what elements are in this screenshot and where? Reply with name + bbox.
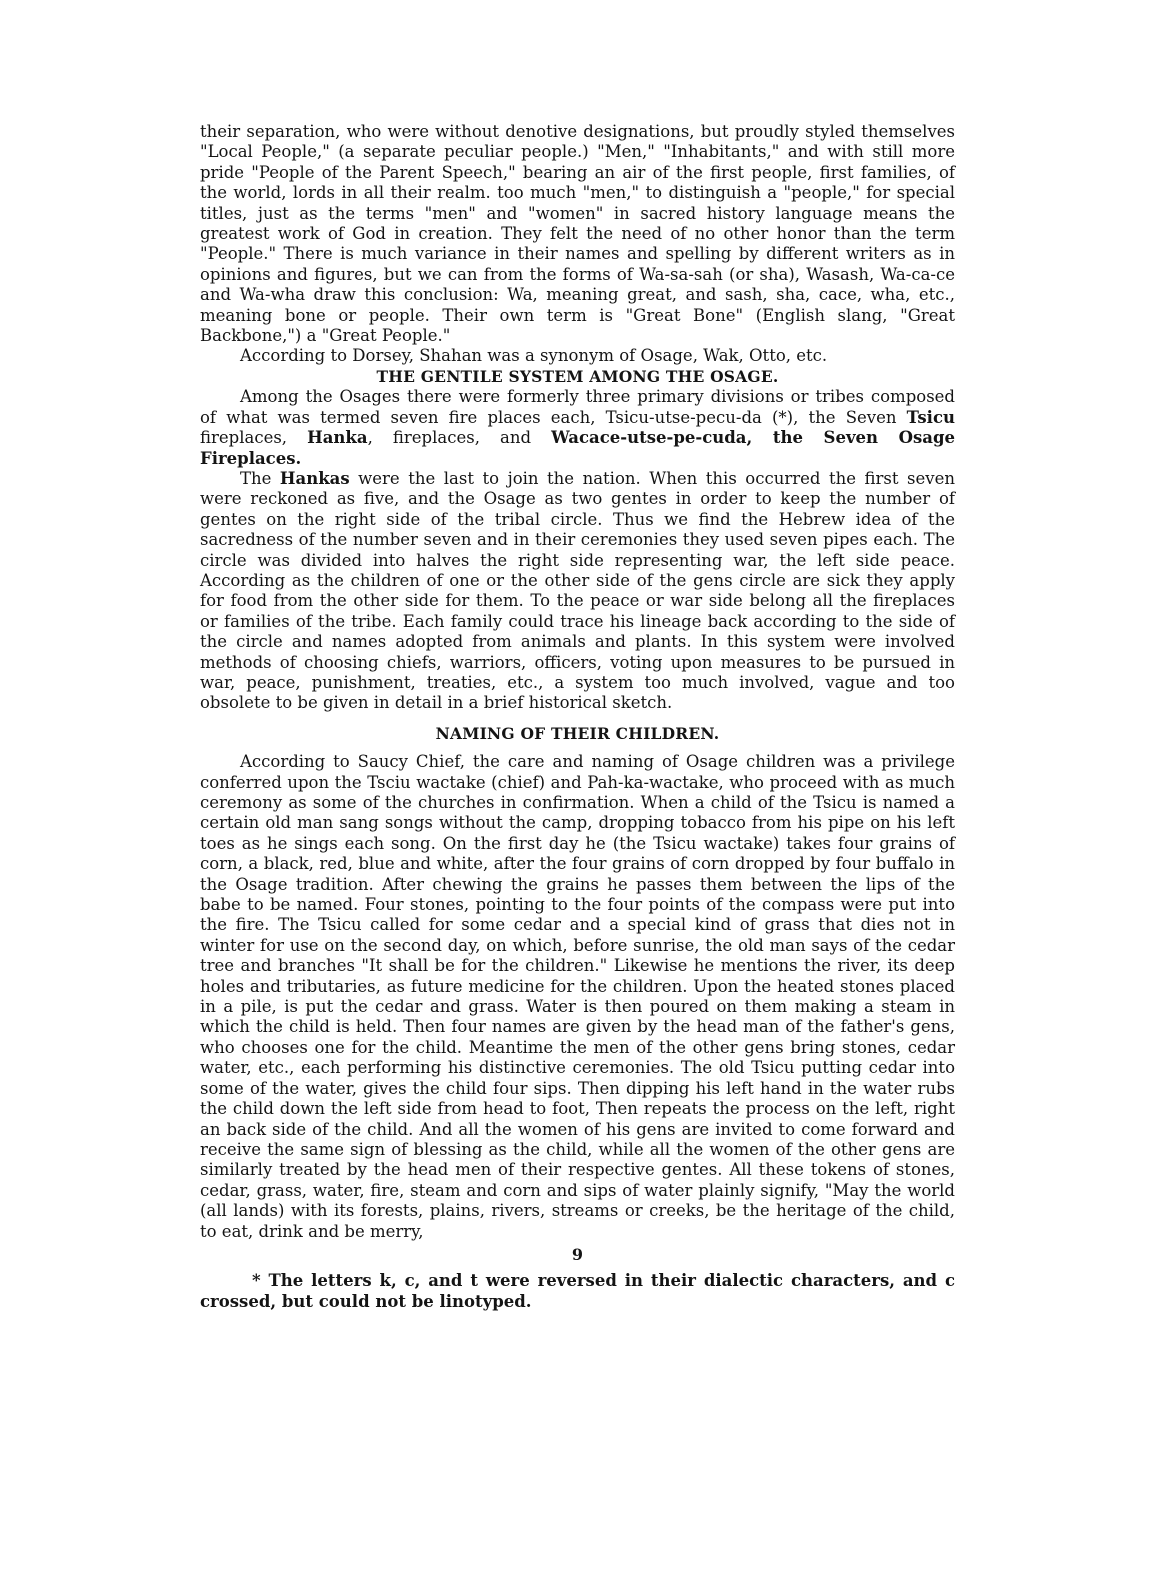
text-run: fireplaces, [200,428,308,448]
dorsey-paragraph: According to Dorsey, Shahan was a synonym of Osage, Wak, Otto, etc. [240,346,828,366]
intro-paragraph: their separation, who were without denotive designations, but proudly styled themselves "Local People," (a separate peculiar people.) "Men," "Inhabitants," and with still more pride "People of the Parent Speech," bearing an air of the first people, first families, of the world, lords in all their realm. too much "men," to distinguish a "people," for special titles, just as the terms "men" and "women" in sacred history language means the greatest work of God in creation. They felt the need of no other honor than the term "People." There is much variance in their names and spelling by different writers as in opinions and figures, but we can from the forms of Wa-sa-sah (or sha), Wasash, Wa-ca-ce and Wa-wha draw this conclusion: Wa, meaning great, and sash, sha, cace, wha, etc., meaning bone or people. Their own term is "Great Bone" (English slang, "Great Backbone,") a "Great People." [200,122,955,346]
gentile-paragraph-1 [200,387,955,469]
section-heading-gentile-system: THE GENTILE SYSTEM AMONG THE OSAGE. [376,366,779,386]
page-number: 9 [571,1244,584,1264]
text-run: were the last to join the nation. When this occurred the first seven were reckoned as five, and the Osage as two gentes in order to keep the number of gentes on the right side of the tribal circle. Thus we find the Hebrew idea of the sacredness of the number seven and in their ceremonies they used seven pipes each. The circle was divided into halves the right side representing war, the left side peace. According as the children of one or the other side of the gens circle are sick they apply for food from the other side for them. To the peace or war side belong all the fireplaces or families of the tribe. Each family could trace his lineage back according to the side of the circle and names adopted from animals and plants. In this system were involved methods of choosing chiefs, warriors, officers, voting upon measures to be pursued in war, peace, punishment, treaties, etc., a system too much involved, vague and too obsolete to be given in detail in a brief historical sketch. [200,468,955,713]
bold-term-hankas: Hankas [279,468,350,488]
bold-term-wacace: Wacace-utse-pe-cuda, the Seven Osage Fireplaces. [200,428,956,468]
bold-term-hanka: Hanka [307,428,368,448]
text-run: Among the Osages there were formerly three primary divisions or tribes composed of what was termed seven fire places each, Tsicu-utse-pecu-da (*), the Seven [200,387,955,427]
text-run: The [240,468,280,488]
naming-paragraph: According to Saucy Chief, the care and naming of Osage children was a privilege conferred upon the Tsciu wactake (chief) and Pah-ka-wactake, who proceed with as much ceremony as some of the churches in confirmation. When a child of the Tsicu is named a certain old man sang songs without the camp, dropping tobacco from his pipe on his left toes as he sings each song. On the first day he (the Tsicu wactake) takes four grains of corn, a black, red, blue and white, after the four grains of corn dropped by four buffalo in the Osage tradition. After chewing the grains he passes them between the lips of the babe to be named. Four stones, pointing to the four points of the compass were put into the fire. The Tsicu called for some cedar and a special kind of grass that dies not in winter for use on the second day, on which, before sunrise, the old man says of the cedar tree and branches "It shall be for the children." Likewise he mentions the river, its deep holes and tributaries, as future medicine for the children. Upon the heated stones placed in a pile, is put the cedar and grass. Water is then poured on them making a steam in which the child is held. Then four names are given by the head man of the father's gens, who chooses one for the child. Meantime the men of the other gens bring stones, cedar water, etc., each performing his distinctive ceremonies. The old Tsicu putting cedar into some of the water, gives the child four sips. Then dipping his left hand in the water rubs the child down the left side from head to foot, Then repeats the process on the left, right an back side of the child. And all the women of his gens are invited to come forward and receive the same sign of blessing as the child, while all the women of the other gens are similarly treated by the head men of their respective gentes. All these tokens of stones, cedar, grass, water, fire, steam and corn and sips of water plainly signify, "May the world (all lands) with its forests, plains, rivers, streams or creeks, be the heritage of the child, to eat, drink and be merry, [200,752,955,1241]
footnote: * The letters k, c, and t were reversed in their dialectic characters, and c crossed, but could not be linotyped. [200,1270,955,1311]
page-body [200,122,955,1312]
bold-term-tsicu: Tsicu [906,407,955,427]
gentile-paragraph-2 [200,469,955,714]
text-run: , fireplaces, and [367,428,552,448]
section-heading-naming-children: NAMING OF THEIR CHILDREN. [435,723,720,743]
